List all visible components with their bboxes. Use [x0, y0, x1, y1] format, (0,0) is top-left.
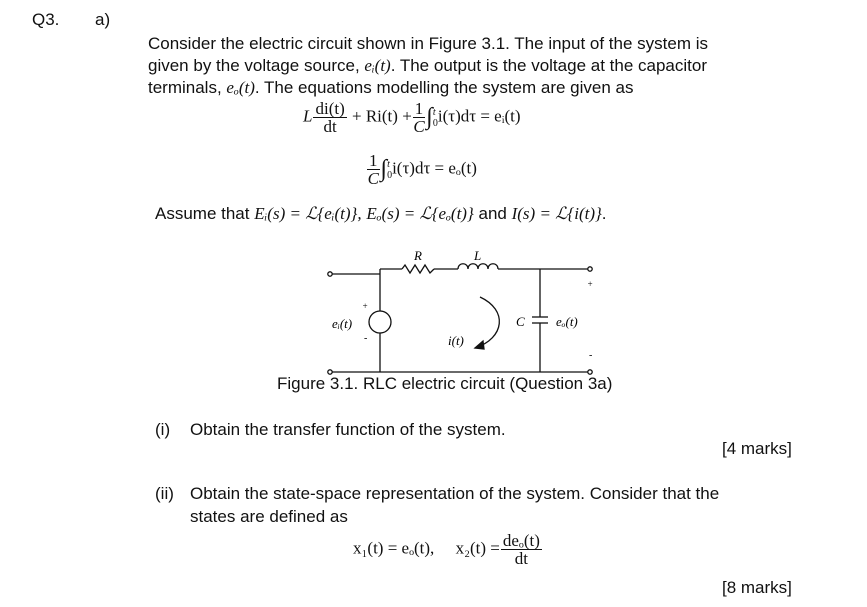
- source-voltage-label: eᵢ(t): [332, 316, 353, 331]
- figure-caption: Figure 3.1. RLC electric circuit (Question 3a): [277, 374, 613, 393]
- ei-symbol: eᵢ(t): [364, 56, 391, 75]
- source-plus: +: [362, 301, 369, 311]
- eq2-capacitance-fraction: $\frac{1}{C}$: [367, 151, 379, 188]
- current-arrowhead: [475, 341, 484, 349]
- laplace-ei: Eᵢ(s) = ℒ{eᵢ(t)},: [254, 204, 362, 223]
- intro-line-2: [148, 55, 707, 77]
- subquestion-ii-text-line-1: Obtain the state-space representation of the system. Consider that the: [190, 484, 720, 503]
- eq1-capacitance-fraction: $\frac{1}{C}$: [413, 99, 425, 136]
- equation-2: [366, 152, 477, 187]
- state-definitions: [353, 532, 543, 567]
- laplace-eo: Eₒ(s) = ℒ{eₒ(t)}: [366, 204, 474, 223]
- subquestion-i-label: (i): [155, 420, 171, 439]
- state-x2-derivative: $\frac{\text{deₒ(t)}}{dt}$: [502, 531, 540, 568]
- output-plus: +: [587, 279, 594, 289]
- assume-and: and: [478, 204, 507, 223]
- eq2-limits: t 0: [387, 158, 393, 181]
- rlc-circuit-diagram: [300, 240, 620, 378]
- assume-line: [155, 203, 607, 225]
- voltage-source: [369, 311, 391, 333]
- eq1-resistive-term: + Ri(t) +: [352, 106, 412, 126]
- subquestion-ii-marks: [8 marks]: [722, 578, 792, 597]
- output-voltage-label: eₒ(t): [556, 314, 578, 329]
- resistor: [402, 265, 434, 273]
- assume-period: .: [601, 204, 607, 223]
- assume-prefix: Assume that: [155, 204, 250, 223]
- intro-line-2-text-b: . The output is the voltage at the capacitor: [390, 56, 707, 75]
- terminal-top-right: [588, 267, 592, 271]
- intro-line-2-text-a: given by the voltage source,: [148, 56, 360, 75]
- source-minus: -: [364, 333, 368, 344]
- inductor: [458, 264, 498, 269]
- eq1-inductance: L: [303, 106, 313, 126]
- question-label: Q3.: [32, 10, 60, 29]
- resistor-label: R: [414, 248, 422, 263]
- inductor-label: L: [474, 248, 482, 263]
- terminal-top-left: [328, 272, 332, 276]
- subquestion-ii-label: (ii): [155, 484, 174, 503]
- eq1-derivative: $\frac{di(t)}{dt}$: [315, 99, 345, 136]
- intro-line-1: Consider the electric circuit shown in Figure 3.1. The input of the system is: [148, 34, 708, 53]
- intro-line-3: [148, 77, 634, 99]
- intro-line-3-text-a: terminals,: [148, 78, 222, 97]
- state-x2-definition: x₂(t) =: [455, 538, 500, 558]
- integral-sign: ∫: [426, 104, 433, 130]
- eq2-rhs: i(τ)dτ = eₒ(t): [392, 158, 477, 178]
- intro-line-3-text-b: . The equations modelling the system are given as: [254, 78, 634, 97]
- output-minus: -: [589, 350, 593, 361]
- equation-1: [303, 100, 521, 135]
- integral-sign: ∫: [380, 156, 388, 182]
- subquestion-ii-text-line-2: states are defined as: [190, 507, 348, 526]
- subquestion-i-marks: [4 marks]: [722, 439, 792, 458]
- state-x1-definition: x₁(t) = eₒ(t),: [353, 538, 435, 558]
- laplace-i: I(s) = ℒ{i(t)}: [511, 204, 602, 223]
- current-loop-arrow: [475, 297, 499, 348]
- eq1-rhs: i(τ)dτ = eᵢ(t): [437, 106, 521, 126]
- capacitor-label: C: [516, 314, 525, 329]
- current-label: i(t): [448, 333, 464, 348]
- eo-symbol: eₒ(t): [226, 78, 255, 97]
- subquestion-i-text: Obtain the transfer function of the system.: [190, 420, 506, 439]
- question-part: a): [95, 10, 111, 29]
- eq1-limits: t 0: [432, 106, 438, 129]
